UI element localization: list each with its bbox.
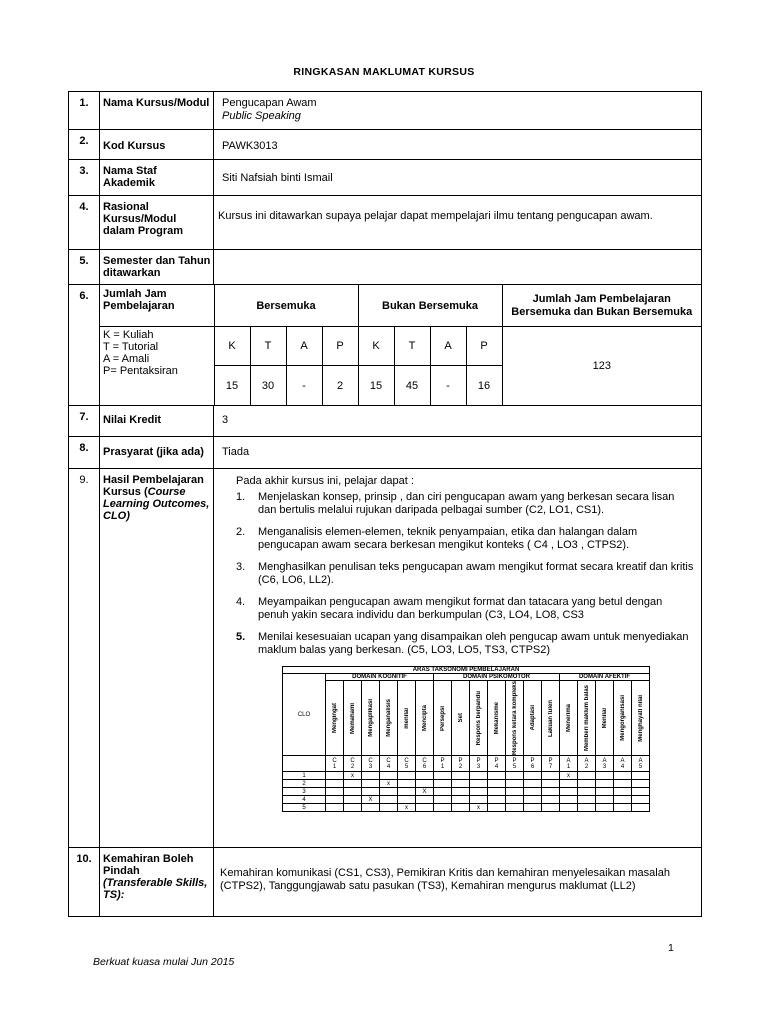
taxonomy-mark (542, 788, 560, 796)
taxonomy-mark (326, 788, 344, 796)
label-nilai-kredit: Nilai Kredit (100, 406, 214, 437)
taxonomy-mark: x (380, 780, 398, 788)
taxonomy-table (282, 666, 650, 812)
label-kemahiran-a: Kemahiran Boleh Pindah (103, 853, 194, 877)
hours-value: 30 (250, 366, 286, 406)
taxonomy-mark (344, 796, 362, 804)
label-rasional: Rasional Kursus/Modul dalam Program (100, 196, 214, 250)
taxonomy-row-clo: 4 (283, 796, 326, 804)
label-clo-a: Hasil Pembelajaran Kursus ( (103, 474, 204, 498)
taxonomy-mark (326, 772, 344, 780)
taxonomy-mark (506, 804, 524, 812)
taxonomy-mark (362, 780, 380, 788)
hours-value: 15 (358, 366, 394, 406)
taxonomy-mark (524, 804, 542, 812)
taxonomy-row (283, 804, 650, 812)
clo-item: 3. Menghasilkan penulisan teks pengucapan awam mengikut format secara kreatif dan kritis (C6, LO6, LL2). (236, 561, 694, 586)
taxonomy-mark (416, 796, 434, 804)
label-kemahiran-b: (Transferable Skills, TS): (103, 877, 208, 901)
taxonomy-code: C 6 (416, 756, 434, 772)
hours-value: - (430, 366, 466, 406)
label-nama-staf: Nama Staf Akademik (100, 160, 214, 196)
taxonomy-mark (542, 772, 560, 780)
taxonomy-mark (614, 780, 632, 788)
row-number-2: 2. (69, 130, 100, 160)
taxonomy-mark (398, 788, 416, 796)
header-jumlah-jam: Jumlah Jam Pembelajaran Bersemuka dan Bukan Bersemuka (502, 285, 701, 327)
taxonomy-code: A 3 (596, 756, 614, 772)
taxonomy-row-clo: 2 (283, 780, 326, 788)
taxonomy-code: C 1 (326, 756, 344, 772)
taxonomy-code: P 2 (452, 756, 470, 772)
taxonomy-mark (452, 796, 470, 804)
taxonomy-mark (524, 780, 542, 788)
taxonomy-mark (596, 804, 614, 812)
taxonomy-header: Mengingat (326, 681, 344, 756)
taxonomy-mark (416, 804, 434, 812)
taxonomy-mark (344, 788, 362, 796)
label-prasyarat: Prasyarat (jika ada) (100, 437, 214, 469)
label-clo-b: Course Learning Outcomes, CLO) (103, 486, 210, 522)
label-kemahiran (100, 848, 214, 917)
taxonomy-mark (488, 772, 506, 780)
taxonomy-header: Memberi maklum balas (578, 681, 596, 756)
taxonomy-mark (614, 772, 632, 780)
taxonomy-mark: x (398, 804, 416, 812)
taxonomy-mark (452, 804, 470, 812)
header-bersemuka: Bersemuka (214, 285, 358, 327)
taxonomy-mark (596, 772, 614, 780)
taxonomy-code: A 5 (632, 756, 650, 772)
value-semester (214, 250, 702, 285)
taxonomy-mark (578, 804, 596, 812)
taxonomy-header: Menilai (596, 681, 614, 756)
domain-kognitif: DOMAIN KOGNITIF (326, 674, 434, 681)
clo-item: 1. Menjelaskan konsep, prinsip , dan ciri pengucapan awam yang berkesan secara lisan dan bertulis melalui rujukan daripada pelbagai sumber (C2, LO1, CS1). (236, 491, 675, 516)
taxonomy-mark: X (362, 796, 380, 804)
value-course-name: Pengucapan Awam (222, 97, 317, 109)
value-rasional: Kursus ini ditawarkan supaya pelajar dapat mempelajari ilmu tentang pengucapan awam. (214, 196, 702, 250)
legend-amali: A = Amali (103, 353, 150, 365)
total-hours: 123 (502, 327, 701, 406)
row-number-1: 1. (69, 92, 100, 130)
legend-tutorial: T = Tutorial (103, 341, 159, 353)
row-number-10: 10. (69, 848, 100, 917)
taxonomy-mark (416, 780, 434, 788)
taxonomy-header: Mengaplikasi (362, 681, 380, 756)
taxonomy-code: C 3 (362, 756, 380, 772)
taxonomy-mark (488, 780, 506, 788)
taxonomy-code-blank (283, 756, 326, 772)
taxonomy-mark (452, 780, 470, 788)
code-cell: P (322, 327, 358, 366)
document-title: RINGKASAN MAKLUMAT KURSUS (293, 66, 475, 78)
taxonomy-header: Memahami (344, 681, 362, 756)
taxonomy-clo-label: CLO (283, 674, 326, 756)
taxonomy-header: Respons berpandu (470, 681, 488, 756)
code-cell: T (250, 327, 286, 366)
taxonomy-mark (362, 772, 380, 780)
taxonomy-header: Mencipta (416, 681, 434, 756)
taxonomy-row (283, 796, 650, 804)
taxonomy-mark (542, 804, 560, 812)
taxonomy-header: Lakuan tulen (542, 681, 560, 756)
taxonomy-code: P 1 (434, 756, 452, 772)
taxonomy-mark: X (416, 788, 434, 796)
taxonomy-mark (380, 772, 398, 780)
hours-value: 16 (466, 366, 502, 406)
taxonomy-mark (578, 788, 596, 796)
taxonomy-mark (326, 796, 344, 804)
taxonomy-mark (434, 772, 452, 780)
taxonomy-mark (398, 780, 416, 788)
taxonomy-mark (524, 796, 542, 804)
code-cell: K (214, 327, 250, 366)
row-number-7: 7. (69, 406, 100, 437)
taxonomy-mark (596, 780, 614, 788)
code-cell: P (466, 327, 502, 366)
taxonomy-code: C 4 (380, 756, 398, 772)
label-jumlah-jam: Jumlah Jam Pembelajaran (100, 285, 214, 327)
taxonomy-row (283, 788, 650, 796)
legend-pentaksiran: P= Pentaksiran (103, 365, 178, 377)
value-prerequisite: Tiada (214, 437, 702, 469)
row-number-6: 6. (69, 285, 100, 406)
row-number-5: 5. (69, 250, 100, 285)
row-number-8: 8. (69, 437, 100, 469)
domain-psikomotor: DOMAIN PSIKOMOTOR (434, 674, 560, 681)
learning-hours-table (100, 285, 701, 405)
taxonomy-mark (380, 796, 398, 804)
taxonomy-header: Menghayati nilai (632, 681, 650, 756)
taxonomy-mark: x (470, 804, 488, 812)
taxonomy-title: ARAS TAKSONOMI PEMBELAJARAN (283, 667, 650, 674)
value-credit: 3 (214, 406, 702, 437)
taxonomy-mark (632, 796, 650, 804)
label-kod-kursus: Kod Kursus (100, 130, 214, 160)
taxonomy-mark (470, 772, 488, 780)
taxonomy-code: P 4 (488, 756, 506, 772)
taxonomy-mark (362, 788, 380, 796)
taxonomy-row (283, 772, 650, 780)
taxonomy-mark (380, 788, 398, 796)
taxonomy-row-clo: 5 (283, 804, 326, 812)
row-number-3: 3. (69, 160, 100, 196)
taxonomy-header: Set (452, 681, 470, 756)
taxonomy-code: P 7 (542, 756, 560, 772)
taxonomy-mark (578, 780, 596, 788)
taxonomy-mark (560, 780, 578, 788)
label-semester: Semester dan Tahun ditawarkan (100, 250, 214, 285)
taxonomy-header: Menerima (560, 681, 578, 756)
row-number-9: 9. (69, 469, 100, 848)
taxonomy-mark (632, 804, 650, 812)
taxonomy-header: Persepsi (434, 681, 452, 756)
label-clo (100, 469, 214, 848)
taxonomy-header: menilai (398, 681, 416, 756)
taxonomy-mark (452, 788, 470, 796)
taxonomy-mark (632, 788, 650, 796)
taxonomy-code: C 5 (398, 756, 416, 772)
value-course-code: PAWK3013 (214, 130, 702, 160)
taxonomy-header: Mengorganisasi (614, 681, 632, 756)
taxonomy-mark (578, 796, 596, 804)
legend-kuliah: K = Kuliah (103, 329, 154, 341)
taxonomy-mark (470, 788, 488, 796)
taxonomy-mark (398, 796, 416, 804)
taxonomy-row-clo: 1 (283, 772, 326, 780)
clo-item: 5. Menilai kesesuaian ucapan yang disampaikan oleh pengucap awam untuk menyediakan maklum balas yang berkesan. (C5, LO3, LO5, TS3, CTPS2) (236, 631, 689, 656)
domain-afektif: DOMAIN AFEKTIF (560, 674, 650, 681)
taxonomy-code: A 2 (578, 756, 596, 772)
taxonomy-mark (470, 780, 488, 788)
taxonomy-mark (470, 796, 488, 804)
clo-item: 4. Meyampaikan pengucapan awam mengikut format dan tatacara yang betul dengan penuh yakin secara individu dan berkumpulan (C3, LO4, LO8, CS3 (236, 596, 663, 621)
taxonomy-mark (614, 788, 632, 796)
taxonomy-mark (506, 788, 524, 796)
taxonomy-code: C 2 (344, 756, 362, 772)
taxonomy-mark (452, 772, 470, 780)
hours-value: - (286, 366, 322, 406)
page-number: 1 (668, 942, 674, 954)
taxonomy-mark (416, 772, 434, 780)
taxonomy-mark (596, 796, 614, 804)
taxonomy-code: A 1 (560, 756, 578, 772)
clo-item: 2. Menganalisis elemen-elemen, teknik penyampaian, etika dan halangan dalam pengucapan awam secara berkesan mengikut konteks ( C4 , LO3 , CTPS2). (236, 526, 638, 551)
taxonomy-mark: x (560, 772, 578, 780)
taxonomy-code: P 5 (506, 756, 524, 772)
course-summary-table (68, 91, 702, 917)
taxonomy-header: Menganalisis (380, 681, 398, 756)
taxonomy-mark (362, 804, 380, 812)
taxonomy-row-clo: 3 (283, 788, 326, 796)
taxonomy-mark (524, 788, 542, 796)
taxonomy-mark (578, 772, 596, 780)
taxonomy-mark (488, 788, 506, 796)
taxonomy-mark (614, 804, 632, 812)
hours-value: 45 (394, 366, 430, 406)
footer-effective-date: Berkuat kuasa mulai Jun 2015 (93, 956, 235, 968)
taxonomy-mark (506, 780, 524, 788)
taxonomy-mark (524, 772, 542, 780)
taxonomy-mark (560, 796, 578, 804)
hours-value: 2 (322, 366, 358, 406)
taxonomy-header: Respons ketara kompleks (506, 681, 524, 756)
value-staff-name: Siti Nafsiah binti Ismail (214, 160, 702, 196)
hours-value: 15 (214, 366, 250, 406)
taxonomy-mark (632, 772, 650, 780)
taxonomy-mark (326, 780, 344, 788)
clo-section (214, 469, 702, 848)
taxonomy-mark (560, 788, 578, 796)
taxonomy-mark (506, 772, 524, 780)
taxonomy-row (283, 780, 650, 788)
taxonomy-mark (344, 780, 362, 788)
code-cell: A (430, 327, 466, 366)
taxonomy-mark (398, 772, 416, 780)
taxonomy-mark (596, 788, 614, 796)
hours-legend (100, 327, 214, 406)
code-cell: K (358, 327, 394, 366)
taxonomy-mark (560, 804, 578, 812)
taxonomy-code: P 3 (470, 756, 488, 772)
code-cell: A (286, 327, 322, 366)
taxonomy-code: A 4 (614, 756, 632, 772)
taxonomy-mark (434, 804, 452, 812)
taxonomy-mark: x (344, 772, 362, 780)
taxonomy-mark (542, 796, 560, 804)
header-bukan-bersemuka: Bukan Bersemuka (358, 285, 502, 327)
taxonomy-header: Mekanisme (488, 681, 506, 756)
taxonomy-mark (326, 804, 344, 812)
taxonomy-mark (434, 788, 452, 796)
taxonomy-mark (632, 780, 650, 788)
row-number-4: 4. (69, 196, 100, 250)
taxonomy-mark (488, 796, 506, 804)
label-nama-kursus: Nama Kursus/Modul (100, 92, 214, 130)
clo-intro: Pada akhir kursus ini, pelajar dapat : (236, 475, 414, 487)
taxonomy-mark (434, 796, 452, 804)
taxonomy-mark (380, 804, 398, 812)
taxonomy-mark (542, 780, 560, 788)
taxonomy-code: P 6 (524, 756, 542, 772)
value-course-name-en: Public Speaking (222, 110, 301, 122)
code-cell: T (394, 327, 430, 366)
taxonomy-mark (344, 804, 362, 812)
taxonomy-header: Adaptasi (524, 681, 542, 756)
taxonomy-mark (614, 796, 632, 804)
taxonomy-mark (506, 796, 524, 804)
taxonomy-mark (434, 780, 452, 788)
taxonomy-mark (488, 804, 506, 812)
value-kemahiran: Kemahiran komunikasi (CS1, CS3), Pemikiran Kritis dan kemahiran menyelesaikan masalah (CTPS2), Tanggungjawab satu pasukan (TS3), Kemahiran mengurus maklumat (LL2) (214, 848, 702, 917)
